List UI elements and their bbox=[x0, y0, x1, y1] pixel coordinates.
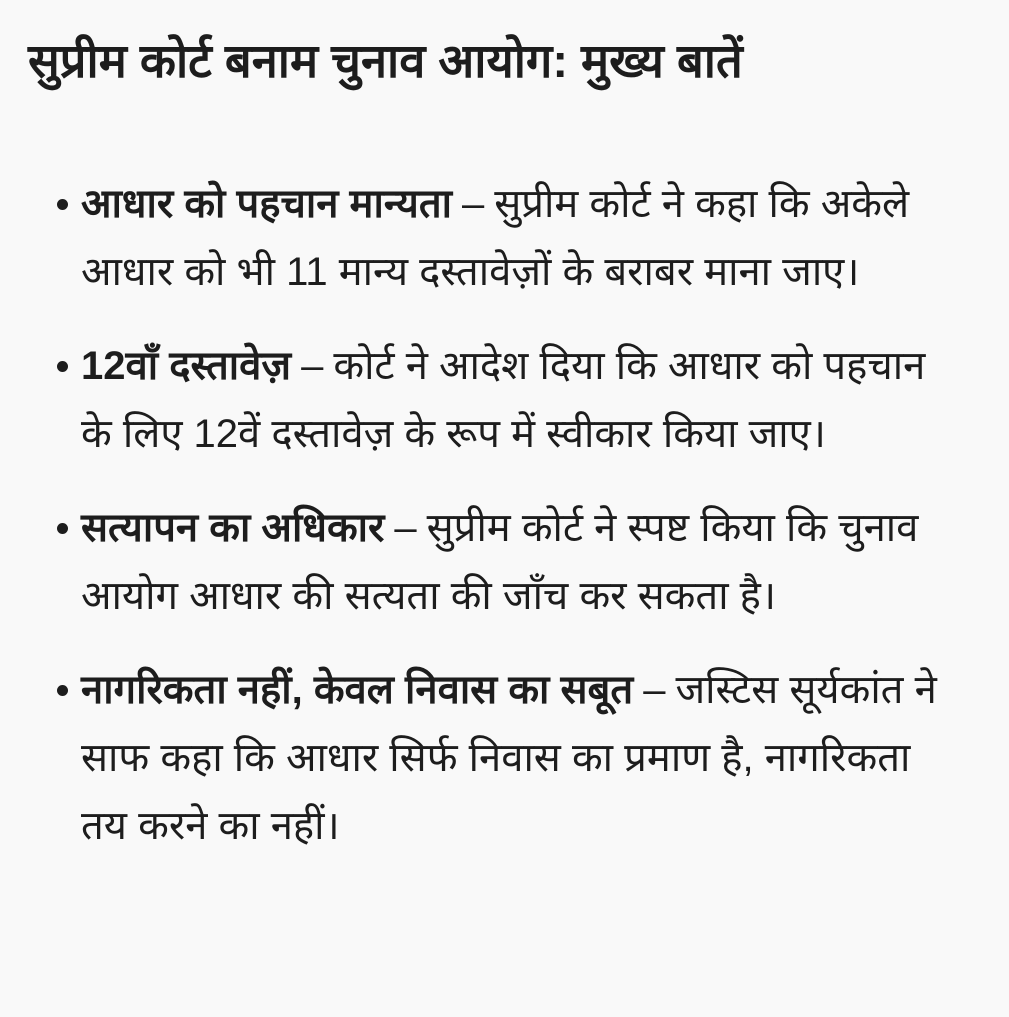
bullet-title: सत्यापन का अधिकार bbox=[81, 506, 385, 551]
bullet-text: कोर्ट ने आदेश दिया कि आधार को पहचान के लिए 12वें दस्तावेज़ के रूप में स्वीकार किया जाए। bbox=[81, 344, 926, 457]
list-item bbox=[81, 332, 965, 468]
list-item bbox=[81, 494, 965, 630]
dash-separator: – bbox=[643, 668, 666, 713]
dash-separator: – bbox=[461, 182, 485, 227]
dash-separator: – bbox=[394, 506, 417, 551]
bullet-marker bbox=[57, 685, 68, 696]
key-points-list bbox=[0, 170, 1009, 860]
bullet-title: आधार को पहचान मान्यता bbox=[81, 182, 452, 227]
bullet-text: सुप्रीम कोर्ट ने स्पष्ट किया कि चुनाव आयोग आधार की सत्यता की जाँच कर सकता है। bbox=[81, 506, 919, 619]
bullet-text: सुप्रीम कोर्ट ने कहा कि अकेले आधार को भी 11 मान्य दस्तावेज़ों के बराबर माना जाए। bbox=[81, 182, 910, 295]
bullet-marker bbox=[57, 361, 68, 372]
page-title: सुप्रीम कोर्ट बनाम चुनाव आयोग: मुख्य बातें bbox=[28, 34, 743, 87]
bullet-title: 12वाँ दस्तावेज़ bbox=[81, 344, 292, 389]
bullet-title: नागरिकता नहीं, केवल निवास का सबूत bbox=[81, 668, 634, 713]
dash-separator: – bbox=[301, 344, 324, 389]
bullet-text: जस्टिस सूर्यकांत ने साफ कहा कि आधार सिर्फ निवास का प्रमाण है, नागरिकता तय करने का नहीं। bbox=[81, 668, 937, 849]
list-item bbox=[81, 656, 965, 860]
bullet-marker bbox=[57, 523, 68, 534]
list-item bbox=[81, 170, 965, 306]
bullet-marker bbox=[57, 199, 68, 210]
